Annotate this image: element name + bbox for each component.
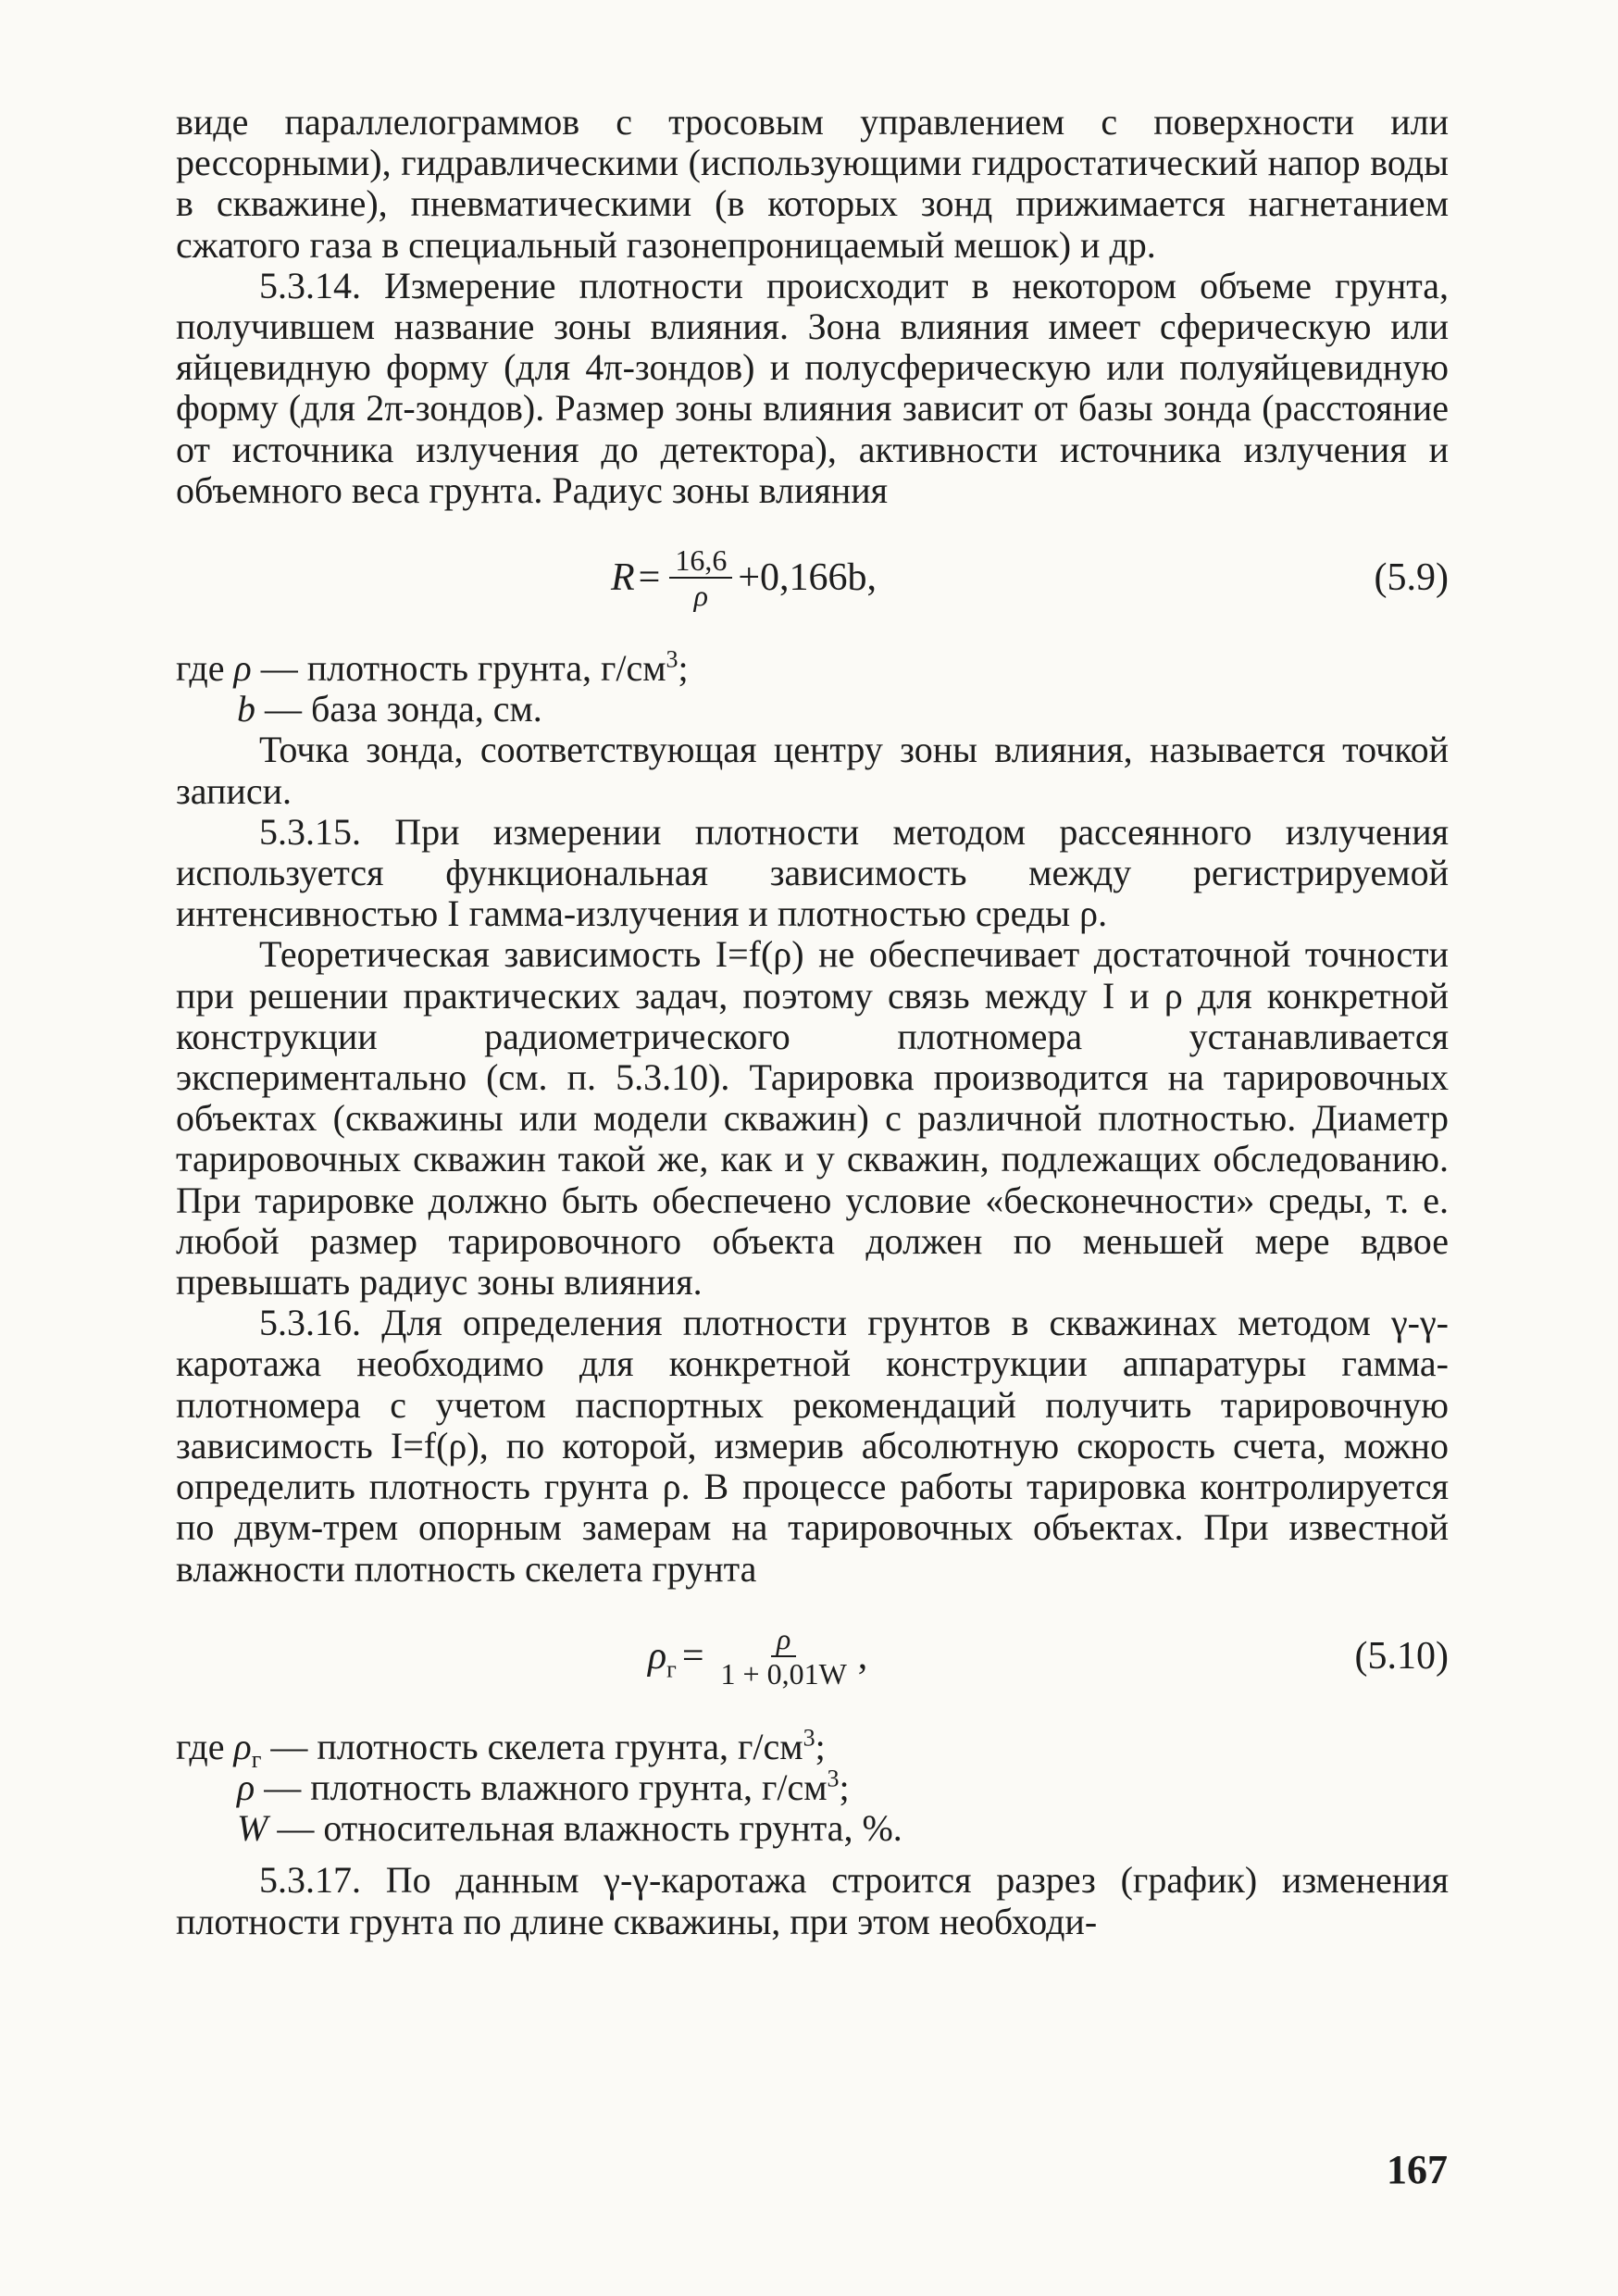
legend-text: — база зонда, см. xyxy=(255,688,542,730)
formula-5-9-denominator: ρ xyxy=(693,579,709,613)
paragraph-5-3-15: 5.3.15. При измерении плотности методом рассеянного излучения используется функциональная зависимость между регистрируемой интенсивностью I гамма-излучения и плотностью среды ρ. xyxy=(176,810,1449,935)
legend-where-label: где xyxy=(176,647,225,690)
formula-5-10-equals: = xyxy=(681,1634,704,1678)
legend-symbol: ρ xyxy=(233,1725,252,1767)
legend-row-density xyxy=(176,645,1449,690)
legend-row-wet-density xyxy=(176,1767,1449,1808)
formula-5-9-fraction xyxy=(669,543,732,612)
paragraph-5-3-17: 5.3.17. По данным γ-γ-каротажа строится разрез (график) изменения плотности грунта по длине скважины, при этом необходи- xyxy=(176,1859,1449,1942)
formula-5-10-legend xyxy=(176,1724,1449,1850)
legend-symbol: ρ xyxy=(233,647,252,690)
formula-5-10-numerator: ρ xyxy=(771,1622,796,1657)
formula-5-9 xyxy=(176,531,1449,624)
formula-5-10-expression xyxy=(648,1610,867,1703)
legend-text: — плотность влажного грунта, г/см xyxy=(255,1766,828,1808)
legend-text: — плотность грунта, г/см xyxy=(251,647,666,690)
legend-sup: 3 xyxy=(827,1765,840,1792)
formula-5-9-number: (5.9) xyxy=(1374,555,1449,599)
page-number: 167 xyxy=(1387,2147,1448,2192)
legend-text: — плотность скелета грунта, г/см xyxy=(261,1725,803,1767)
formula-5-9-numerator: 16,6 xyxy=(669,543,732,579)
formula-5-10-lhs-sub: г xyxy=(666,1654,677,1682)
formula-5-9-rest: +0,166b, xyxy=(738,555,877,599)
legend-symbol: ρ xyxy=(237,1766,255,1808)
formula-5-10-lhs-symbol: ρ xyxy=(648,1634,667,1678)
formula-5-10-rest: , xyxy=(857,1634,868,1678)
formula-5-10-denominator: 1 + 0,01W xyxy=(720,1656,847,1691)
formula-5-10-lhs xyxy=(648,1634,677,1682)
legend-sup: 3 xyxy=(666,645,678,673)
legend-sub: г xyxy=(251,1745,262,1773)
legend-sup: 3 xyxy=(803,1724,815,1752)
formula-5-9-expression xyxy=(611,531,877,624)
paragraph-1: виде параллелограммов с тросовым управлением с поверхности или рессорными), гидравлическими (использующими гидростатический напор воды в скважине), пневматическими (в которых зонд прижимается нагнетанием сжатого газа в специальный газонепроницаемый мешок) и др. xyxy=(176,101,1449,266)
formula-5-10-fraction xyxy=(716,1622,853,1691)
legend-row-moisture xyxy=(176,1808,1449,1849)
formula-5-10 xyxy=(176,1610,1449,1703)
paragraph-record-point: Точка зонда, соответствующая центру зоны влияния, называется точкой записи. xyxy=(176,729,1449,812)
legend-end: ; xyxy=(815,1725,826,1767)
legend-symbol: W xyxy=(237,1807,268,1850)
legend-end: ; xyxy=(678,647,689,690)
legend-row-skeleton-density xyxy=(176,1724,1449,1773)
formula-5-9-lhs: R xyxy=(611,555,635,599)
legend-where-label: где xyxy=(176,1725,225,1767)
legend-text: — относительная влажность грунта, %. xyxy=(268,1807,902,1850)
legend-symbol: b xyxy=(237,688,255,730)
legend-row-probe-base xyxy=(176,689,1449,730)
formula-5-9-legend xyxy=(176,645,1449,730)
legend-end: ; xyxy=(839,1766,850,1808)
body-text xyxy=(176,102,1449,1942)
formula-5-10-number: (5.10) xyxy=(1354,1634,1449,1678)
paragraph-5-3-16: 5.3.16. Для определения плотности грунтов в скважинах методом γ-γ-каротажа необходимо для конкретной конструкции аппаратуры гамма-плотномера с учетом паспортных рекомендаций получить тарировочную зависимость I=f(ρ), по которой, измерив абсолютную скорость счета, можно определить плотность грунта ρ. В процессе работы тарировка контролируется по двум-трем опорным замерам на тарировочных объектах. При известной влажности плотность скелета грунта xyxy=(176,1302,1449,1590)
paragraph-calibration: Теоретическая зависимость I=f(ρ) не обеспечивает достаточной точности при решении практических задач, поэтому связь между I и ρ для конкретной конструкции радиометрического плотномера устанавливается экспериментально (см. п. 5.3.10). Тарировка производится на тарировочных объектах (скважины или модели скважин) с различной плотностью. Диаметр тарировочных скважин такой же, как и у скважин, подлежащих обследованию. При тарировке должно быть обеспечено условие «бесконечности» среды, т. е. любой размер тарировочного объекта должен по меньшей мере вдвое превышать радиус зоны влияния. xyxy=(176,933,1449,1304)
paragraph-5-3-14: 5.3.14. Измерение плотности происходит в некотором объеме грунта, получившем название зоны влияния. Зона влияния имеет сферическую или яйцевидную форму (для 4π-зондов) и полусферическую или полуяйцевидную форму (для 2π-зондов). Размер зоны влияния зависит от базы зонда (расстояние от источника излучения до детектора), активности источника излучения и объемного веса грунта. Радиус зоны влияния xyxy=(176,264,1449,511)
formula-5-9-equals: = xyxy=(638,555,661,599)
